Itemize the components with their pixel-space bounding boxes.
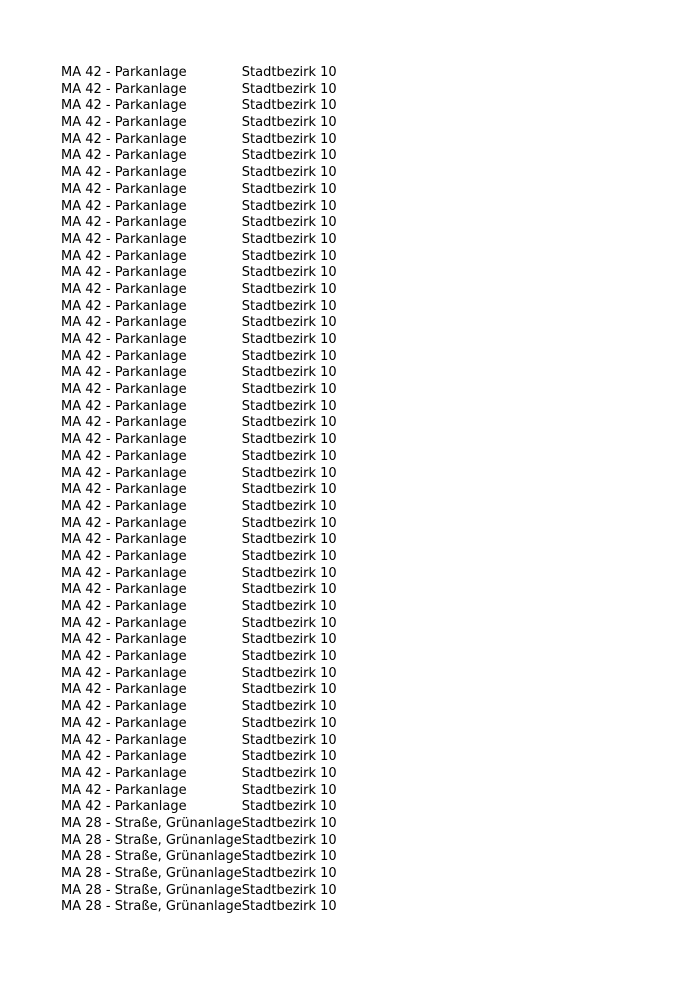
department-cell: MA 28 - Straße, Grünanlage [61,815,242,831]
department-cell: MA 42 - Parkanlage [61,649,187,665]
district-cell: Stadtbezirk 10 [241,115,337,131]
district-cell: Stadtbezirk 10 [241,565,337,581]
district-cell: Stadtbezirk 10 [241,432,337,448]
district-cell: Stadtbezirk 10 [241,315,337,331]
district-cell: Stadtbezirk 10 [241,715,337,731]
table-body [61,65,362,916]
district-cell: Stadtbezirk 10 [241,815,337,831]
district-cell: Stadtbezirk 10 [241,298,337,314]
table-row [61,415,362,432]
table-row [61,749,362,766]
table-row [61,199,362,216]
table-row [61,115,362,132]
department-cell: MA 42 - Parkanlage [61,599,187,614]
department-cell: MA 42 - Parkanlage [61,315,187,331]
district-cell: Stadtbezirk 10 [241,65,337,80]
department-cell: MA 42 - Parkanlage [61,348,187,364]
district-cell: Stadtbezirk 10 [241,515,337,531]
table-row [61,516,362,533]
table-row [61,499,362,516]
department-cell: MA 42 - Parkanlage [61,115,187,131]
table-row [61,449,362,466]
district-cell: Stadtbezirk 10 [241,582,337,598]
department-cell: MA 42 - Parkanlage [61,632,187,648]
district-cell: Stadtbezirk 10 [241,382,337,398]
department-cell: MA 42 - Parkanlage [61,215,187,231]
department-cell: MA 42 - Parkanlage [61,248,187,264]
department-cell: MA 42 - Parkanlage [61,582,187,598]
department-cell: MA 42 - Parkanlage [61,715,187,731]
department-cell: MA 42 - Parkanlage [61,398,187,414]
department-cell: MA 42 - Parkanlage [61,382,187,398]
district-cell: Stadtbezirk 10 [241,749,337,765]
department-cell: MA 42 - Parkanlage [61,148,187,164]
district-cell: Stadtbezirk 10 [241,181,337,197]
table-row [61,215,362,232]
table-row [61,165,362,182]
department-cell: MA 42 - Parkanlage [61,548,187,564]
table-row [61,716,362,733]
district-cell: Stadtbezirk 10 [241,632,337,648]
district-cell: Stadtbezirk 10 [241,165,337,181]
table-row [61,382,362,399]
district-cell: Stadtbezirk 10 [241,281,337,297]
department-cell: MA 42 - Parkanlage [61,482,187,498]
table-row [61,148,362,165]
table-row [61,733,362,750]
table-row [61,566,362,583]
district-cell: Stadtbezirk 10 [241,899,337,915]
table-row [61,182,362,199]
district-cell: Stadtbezirk 10 [241,131,337,147]
table-row [61,432,362,449]
district-cell: Stadtbezirk 10 [241,482,337,498]
department-cell: MA 42 - Parkanlage [61,665,187,681]
department-cell: MA 42 - Parkanlage [61,782,187,798]
department-cell: MA 42 - Parkanlage [61,498,187,514]
department-cell: MA 42 - Parkanlage [61,231,187,247]
district-cell: Stadtbezirk 10 [241,365,337,381]
table-row [61,132,362,149]
table-row [61,549,362,566]
district-cell: Stadtbezirk 10 [241,81,337,97]
department-cell: MA 42 - Parkanlage [61,181,187,197]
department-cell: MA 42 - Parkanlage [61,682,187,698]
table-row [61,666,362,683]
department-cell: MA 42 - Parkanlage [61,732,187,748]
district-cell: Stadtbezirk 10 [241,548,337,564]
district-cell: Stadtbezirk 10 [241,866,337,881]
district-cell: Stadtbezirk 10 [241,532,337,548]
table-row [61,866,362,883]
district-cell: Stadtbezirk 10 [241,765,337,781]
table-row [61,265,362,282]
district-cell: Stadtbezirk 10 [241,882,337,898]
district-cell: Stadtbezirk 10 [241,799,337,815]
district-cell: Stadtbezirk 10 [241,348,337,364]
table-row [61,332,362,349]
table-row [61,582,362,599]
district-cell: Stadtbezirk 10 [241,265,337,281]
table-row [61,849,362,866]
table-row [61,299,362,316]
department-cell: MA 42 - Parkanlage [61,165,187,181]
table-row [61,315,362,332]
district-cell: Stadtbezirk 10 [241,148,337,164]
department-cell: MA 42 - Parkanlage [61,432,187,448]
department-cell: MA 42 - Parkanlage [61,532,187,548]
department-cell: MA 42 - Parkanlage [61,98,187,114]
department-cell: MA 42 - Parkanlage [61,198,187,214]
table-row [61,65,362,82]
district-cell: Stadtbezirk 10 [241,832,337,848]
department-cell: MA 28 - Straße, Grünanlage [61,832,242,848]
district-cell: Stadtbezirk 10 [241,231,337,247]
department-cell: MA 42 - Parkanlage [61,565,187,581]
department-cell: MA 42 - Parkanlage [61,699,187,715]
district-cell: Stadtbezirk 10 [241,699,337,715]
table-row [61,649,362,666]
table-row [61,599,362,616]
table-row [61,232,362,249]
district-cell: Stadtbezirk 10 [241,215,337,231]
district-cell: Stadtbezirk 10 [241,98,337,114]
district-cell: Stadtbezirk 10 [241,615,337,631]
department-cell: MA 42 - Parkanlage [61,615,187,631]
table-row [61,682,362,699]
table-row [61,632,362,649]
district-cell: Stadtbezirk 10 [241,849,337,865]
department-cell: MA 42 - Parkanlage [61,332,187,347]
table-row [61,82,362,99]
district-cell: Stadtbezirk 10 [241,248,337,264]
table-row [61,249,362,266]
department-cell: MA 42 - Parkanlage [61,749,187,765]
table-row [61,349,362,366]
district-cell: Stadtbezirk 10 [241,732,337,748]
table-row [61,616,362,633]
table-row [61,98,362,115]
district-cell: Stadtbezirk 10 [241,398,337,414]
department-cell: MA 28 - Straße, Grünanlage [61,849,242,865]
department-cell: MA 42 - Parkanlage [61,765,187,781]
department-cell: MA 42 - Parkanlage [61,448,187,464]
department-cell: MA 42 - Parkanlage [61,465,187,481]
table-row [61,883,362,900]
department-cell: MA 28 - Straße, Grünanlage [61,866,242,881]
table-row [61,399,362,416]
department-cell: MA 42 - Parkanlage [61,281,187,297]
data-table [61,65,362,916]
district-cell: Stadtbezirk 10 [241,448,337,464]
district-cell: Stadtbezirk 10 [241,198,337,214]
department-cell: MA 42 - Parkanlage [61,65,187,80]
district-cell: Stadtbezirk 10 [241,782,337,798]
department-cell: MA 42 - Parkanlage [61,81,187,97]
table-row [61,282,362,299]
district-cell: Stadtbezirk 10 [241,415,337,431]
department-cell: MA 42 - Parkanlage [61,365,187,381]
table-row [61,816,362,833]
table-row [61,899,362,916]
table-row [61,532,362,549]
table-row [61,466,362,483]
table-row [61,833,362,850]
district-cell: Stadtbezirk 10 [241,465,337,481]
department-cell: MA 28 - Straße, Grünanlage [61,899,242,915]
department-cell: MA 42 - Parkanlage [61,265,187,281]
table-row [61,799,362,816]
district-cell: Stadtbezirk 10 [241,649,337,665]
department-cell: MA 42 - Parkanlage [61,298,187,314]
district-cell: Stadtbezirk 10 [241,665,337,681]
department-cell: MA 42 - Parkanlage [61,415,187,431]
department-cell: MA 28 - Straße, Grünanlage [61,882,242,898]
department-cell: MA 42 - Parkanlage [61,131,187,147]
table-row [61,482,362,499]
table-row [61,766,362,783]
department-cell: MA 42 - Parkanlage [61,799,187,815]
district-cell: Stadtbezirk 10 [241,682,337,698]
district-cell: Stadtbezirk 10 [241,332,337,347]
department-cell: MA 42 - Parkanlage [61,515,187,531]
table-row [61,783,362,800]
district-cell: Stadtbezirk 10 [241,498,337,514]
table-row [61,699,362,716]
table-row [61,365,362,382]
district-cell: Stadtbezirk 10 [241,599,337,614]
